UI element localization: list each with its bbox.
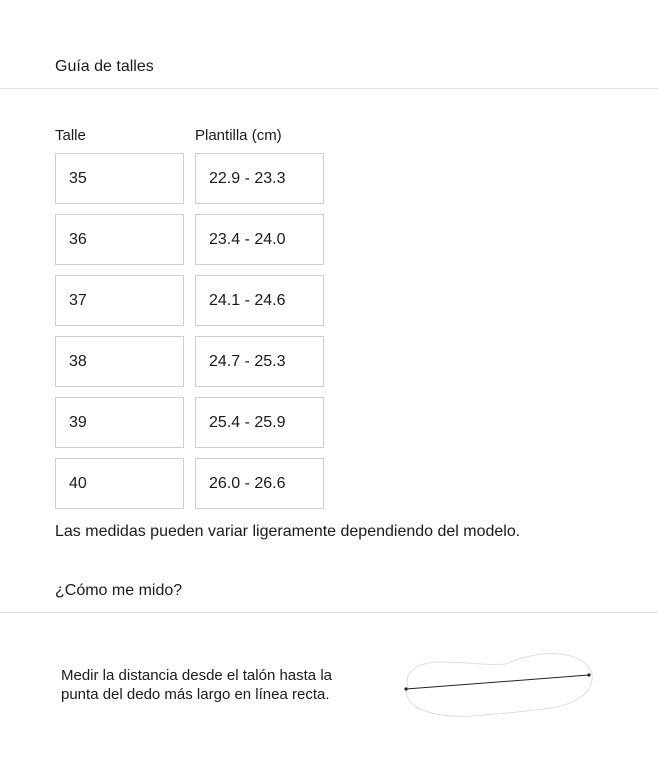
size-cell: 40 <box>55 458 184 509</box>
size-table <box>55 153 324 519</box>
size-cell: 37 <box>55 275 184 326</box>
insole-cell: 25.4 - 25.9 <box>195 397 324 448</box>
foot-outline-icon <box>398 650 598 720</box>
size-cell: 36 <box>55 214 184 265</box>
table-row <box>55 214 324 265</box>
measure-line <box>406 675 589 689</box>
size-cell: 38 <box>55 336 184 387</box>
toe-point <box>587 673 590 676</box>
size-guide-divider <box>0 88 658 89</box>
size-cell: 35 <box>55 153 184 204</box>
column-header-insole: Plantilla (cm) <box>195 127 282 144</box>
heel-point <box>404 687 407 690</box>
size-note: Las medidas pueden variar ligeramente dependiendo del modelo. <box>55 523 521 540</box>
insole-cell: 22.9 - 23.3 <box>195 153 324 204</box>
table-row <box>55 458 324 509</box>
column-header-size: Talle <box>55 127 86 144</box>
insole-cell: 24.7 - 25.3 <box>195 336 324 387</box>
table-row <box>55 153 324 204</box>
table-row <box>55 275 324 326</box>
table-row <box>55 336 324 387</box>
table-row <box>55 397 324 448</box>
foot-outline-shape <box>407 654 593 717</box>
size-cell: 39 <box>55 397 184 448</box>
size-guide-title: Guía de talles <box>55 58 154 75</box>
insole-cell: 24.1 - 24.6 <box>195 275 324 326</box>
insole-cell: 23.4 - 24.0 <box>195 214 324 265</box>
how-to-measure-title: ¿Cómo me mido? <box>55 582 183 599</box>
how-to-measure-divider <box>0 612 658 613</box>
insole-cell: 26.0 - 26.6 <box>195 458 324 509</box>
measure-instructions: Medir la distancia desde el talón hasta la punta del dedo más largo en línea recta. <box>61 667 332 703</box>
